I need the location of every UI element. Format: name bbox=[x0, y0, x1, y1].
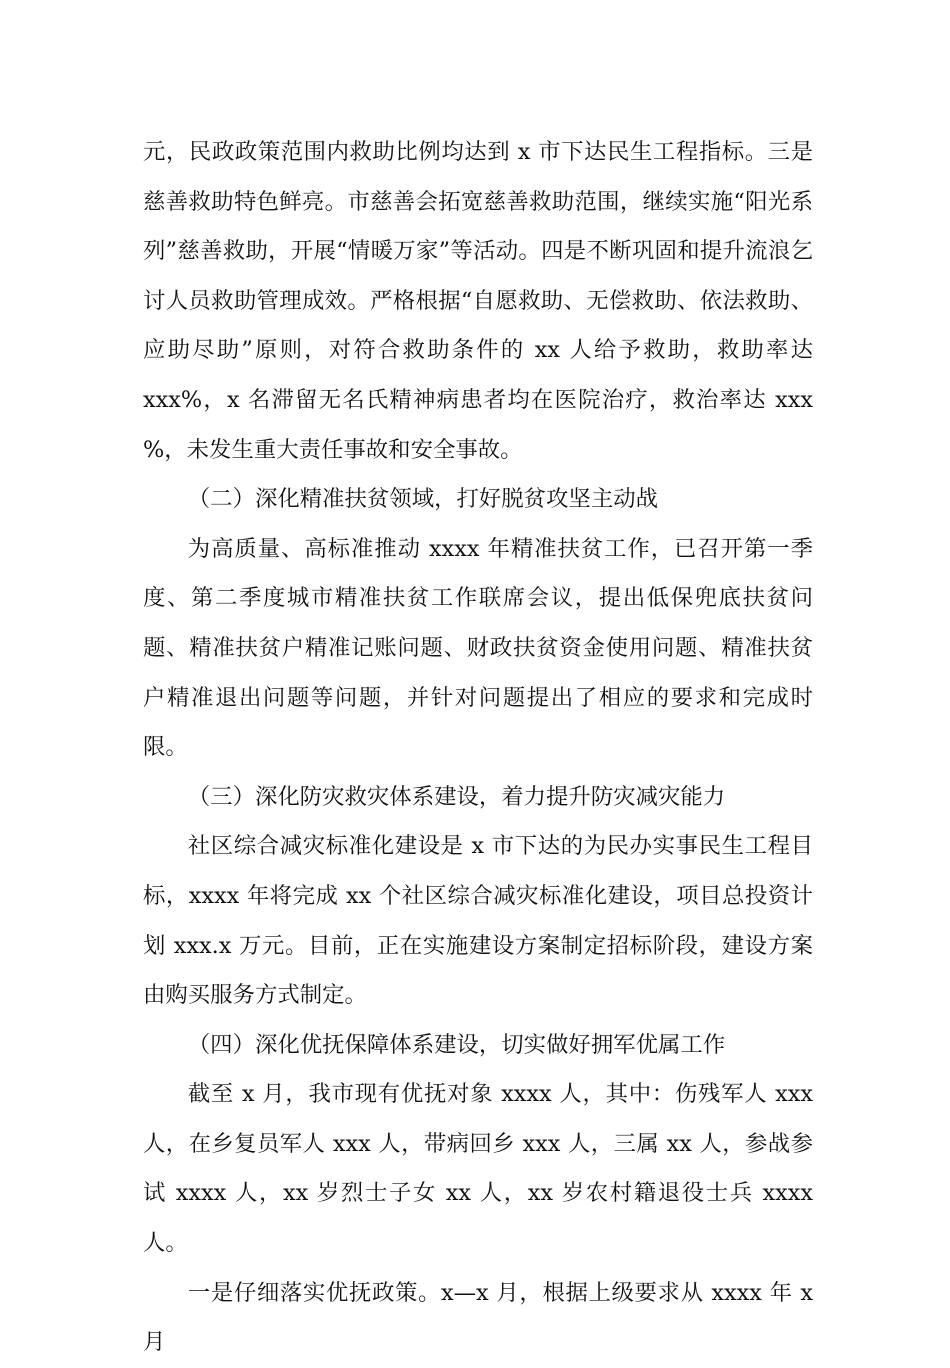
paragraph-veteran-policy: 一是仔细落实优抚政策。x—x 月，根据上级要求从 xxxx 年 x 月 bbox=[143, 1279, 813, 1356]
paragraph-disaster-prevention: 社区综合减灾标准化建设是 x 市下达的为民办实事民生工程目标，xxxx 年将完成 xx 个社区综合减灾标准化建设，项目总投资计划 xxx.x 万元。目前，正在实施建设方案制定招标阶段，建设方案由购买服务方式制定。 bbox=[143, 833, 813, 1009]
paragraph-veteran-statistics: 截至 x 月，我市现有优抚对象 xxxx 人，其中：伤残军人 xxx 人，在乡复员军人 xxx 人，带病回乡 xxx 人，三属 xx 人，参战参试 xxxx 人，xx 岁烈士子女 xx 人，xx 岁农村籍退役士兵 xxxx 人。 bbox=[143, 1081, 813, 1257]
paragraph-relief-summary: 元，民政政策范围内救助比例均达到 x 市下达民生工程指标。三是慈善救助特色鲜亮。市慈善会拓宽慈善救助范围，继续实施“阳光系列”慈善救助，开展“情暖万家”等活动。四是不断巩固和提升流浪乞讨人员救助管理成效。严格根据“自愿救助、无偿救助、依法救助、应助尽助”原则，对符合救助条件的 xx 人给予救助，救助率达 xxx%，x 名滞留无名氏精神病患者均在医院治疗，救治率达 xxx %，未发生重大责任事故和安全事故。 bbox=[143, 139, 813, 463]
section-heading-disaster-prevention: （三）深化防灾救灾体系建设，着力提升防灾减灾能力 bbox=[187, 783, 726, 810]
document-body bbox=[143, 128, 813, 1368]
paragraph-poverty-alleviation: 为高质量、高标准推动 xxxx 年精准扶贫工作，已召开第一季度、第二季度城市精准扶贫工作联席会议，提出低保兜底扶贫问题、精准扶贫户精准记账问题、财政扶贫资金使用问题、精准扶贫户精准退出问题等问题，并针对问题提出了相应的要求和完成时限。 bbox=[143, 535, 813, 761]
section-heading-veteran-support: （四）深化优抚保障体系建设，切实做好拥军优属工作 bbox=[187, 1031, 726, 1058]
section-heading-poverty-alleviation: （二）深化精准扶贫领域，打好脱贫攻坚主动战 bbox=[187, 486, 658, 513]
